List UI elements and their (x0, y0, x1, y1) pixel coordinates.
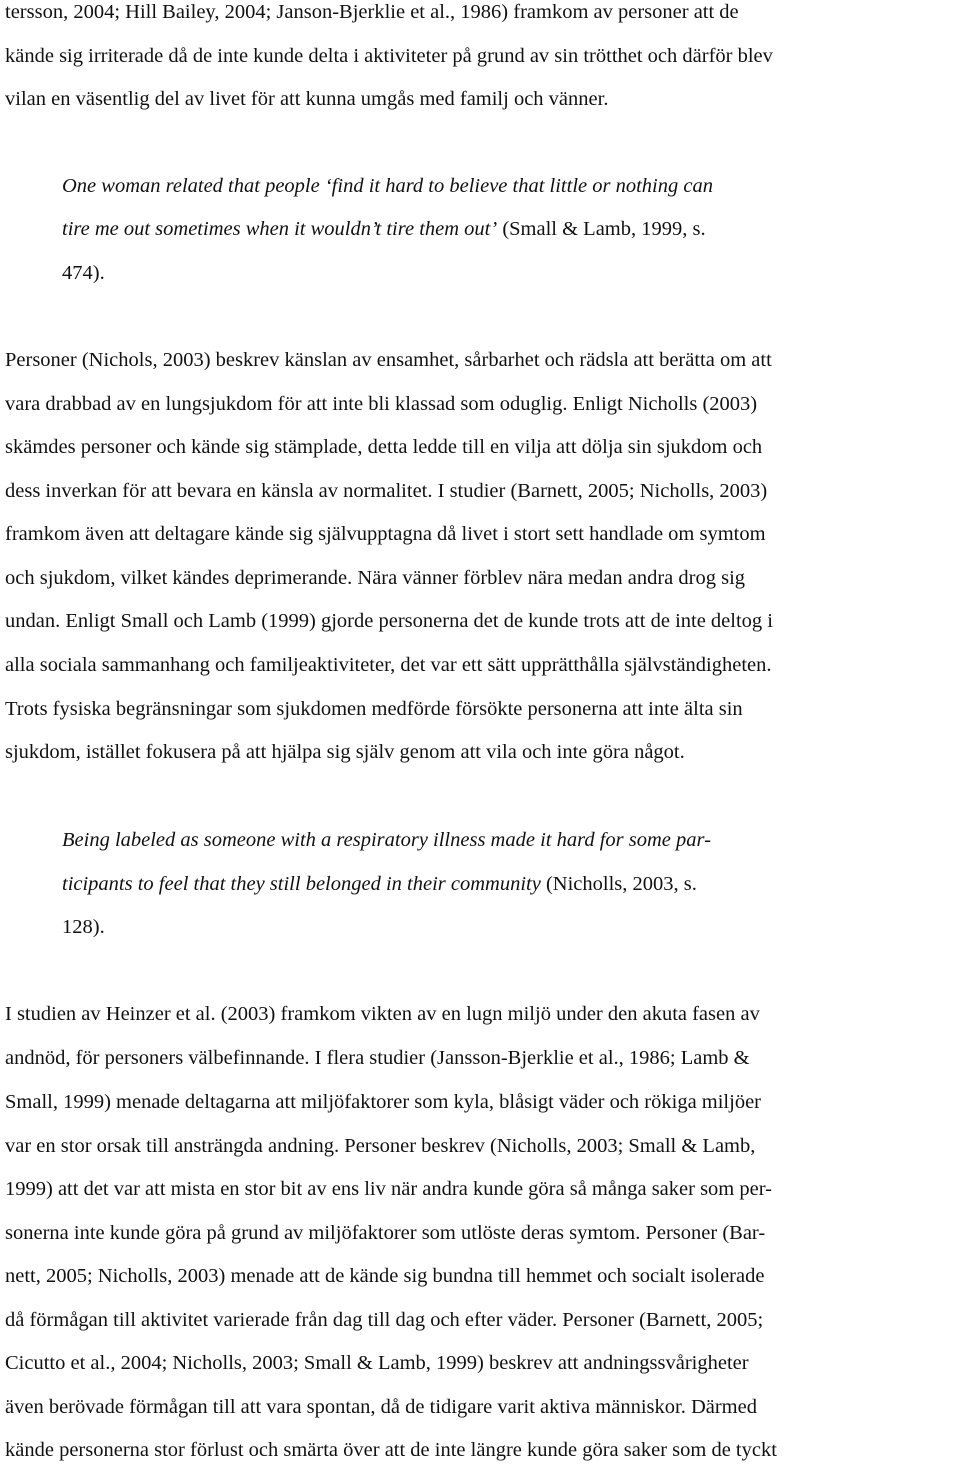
text-line: framkom även att deltagare kände sig självupptagna då livet i stort sett handlade om symtom (5, 523, 766, 545)
quote-line (62, 872, 697, 896)
text-line: även berövade förmågan till att vara spontan, då de tidigare varit aktiva människor. Därmed (5, 1396, 757, 1418)
quote-line (62, 828, 711, 852)
text-line: andnöd, för personers välbefinnande. I flera studier (Jansson-Bjerklie et al., 1986; Lamb & (5, 1047, 750, 1069)
quote-text: tire me out sometimes when it wouldn’t tire them out’ (62, 218, 498, 240)
text-line: tersson, 2004; Hill Bailey, 2004; Janson-Bjerklie et al., 1986) framkom av personer att de (5, 1, 739, 23)
text-line: då förmågan till aktivitet varierade från dag till dag och efter väder. Personer (Barnett, 2005; (5, 1309, 764, 1331)
quote-citation: (Small & Lamb, 1999, s. (497, 218, 706, 240)
text-line: Personer (Nichols, 2003) beskrev känslan av ensamhet, sårbarhet och rädsla att berätta om att (5, 349, 772, 371)
text-line: undan. Enligt Small och Lamb (1999) gjorde personerna det de kunde trots att de inte deltog i (5, 610, 773, 632)
text-line: skämdes personer och kände sig stämplade, detta ledde till en vilja att dölja sin sjukdom och (5, 436, 763, 458)
text-line: 1999) att det var att mista en stor bit av ens liv när andra kunde göra så många saker som per- (5, 1178, 772, 1200)
text-line: vilan en väsentlig del av livet för att kunna umgås med familj och vänner. (5, 88, 609, 110)
quote-text: Being labeled as someone with a respiratory illness made it hard for some par- (62, 829, 711, 851)
text-line: sjukdom, istället fokusera på att hjälpa sig själv genom att vila och inte göra något. (5, 741, 685, 763)
quote-text: One woman related that people ‘find it hard to believe that little or nothing can (62, 175, 713, 197)
text-line: alla sociala sammanhang och familjeaktiviteter, det var ett sätt upprätthålla självständigheten. (5, 654, 772, 676)
text-line: I studien av Heinzer et al. (2003) framkom vikten av en lugn miljö under den akuta fasen av (5, 1003, 760, 1025)
text-line: och sjukdom, vilket kändes deprimerande. Nära vänner förblev nära medan andra drog sig (5, 567, 746, 589)
quote-line (62, 174, 713, 198)
quote-line (62, 217, 706, 241)
quote-citation: 474). (62, 262, 105, 284)
quote-citation: 128). (62, 916, 105, 938)
text-line: Small, 1999) menade deltagarna att miljöfaktorer som kyla, blåsigt väder och rökiga miljöer (5, 1091, 761, 1113)
text-line: kände sig irriterade då de inte kunde delta i aktiviteter på grund av sin trötthet och därför blev (5, 45, 773, 67)
text-line: vara drabbad av en lungsjukdom för att inte bli klassad som oduglig. Enligt Nicholls (2003) (5, 393, 758, 415)
quote-citation: (Nicholls, 2003, s. (540, 873, 697, 895)
text-line: Cicutto et al., 2004; Nicholls, 2003; Small & Lamb, 1999) beskrev att andningssvårigheter (5, 1352, 749, 1374)
text-line: dess inverkan för att bevara en känsla av normalitet. I studier (Barnett, 2005; Nicholls, 2003) (5, 480, 768, 502)
text-line: Trots fysiska begränsningar som sjukdomen medförde försökte personerna att inte älta sin (5, 698, 743, 720)
text-line: nett, 2005; Nicholls, 2003) menade att de kände sig bundna till hemmet och socialt isolerade (5, 1265, 765, 1287)
text-line: var en stor orsak till ansträngda andning. Personer beskrev (Nicholls, 2003; Small & Lamb, (5, 1135, 756, 1157)
text-line: kände personerna stor förlust och smärta över att de inte längre kunde göra saker som de tyckt (5, 1439, 777, 1461)
quote-text: ticipants to feel that they still belonged in their community (62, 873, 541, 895)
text-line: sonerna inte kunde göra på grund av miljöfaktorer som utlöste deras symtom. Personer (Bar- (5, 1222, 766, 1244)
